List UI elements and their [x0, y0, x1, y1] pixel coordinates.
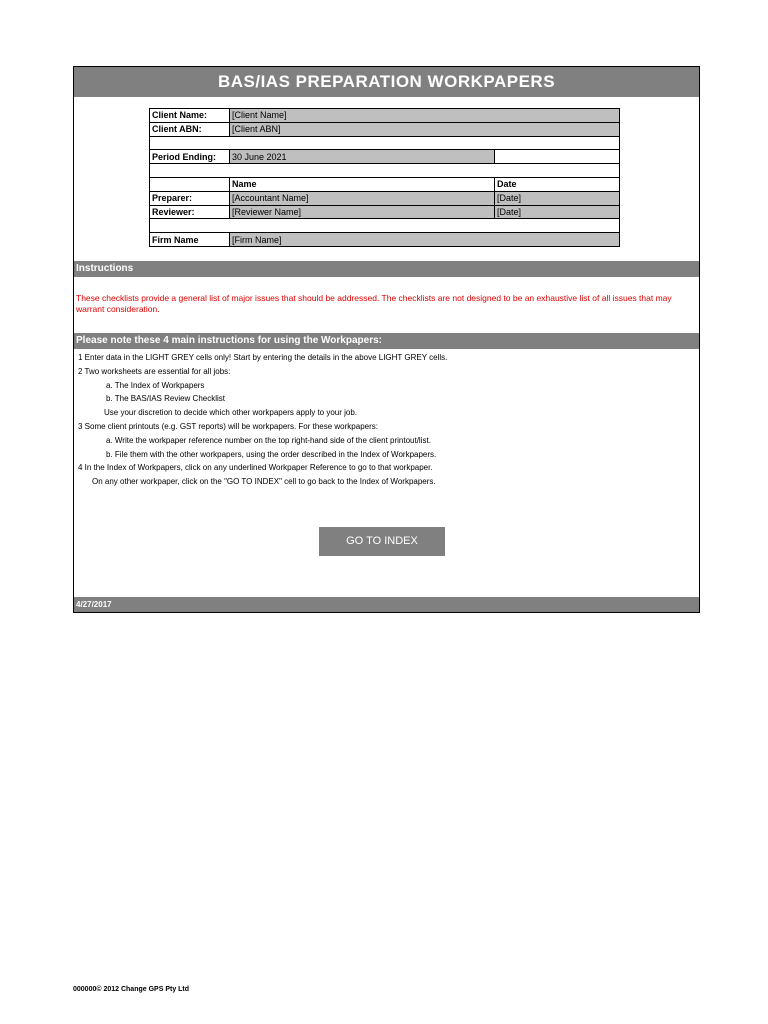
instruction-substep: b. File them with the other workpapers, using the order described in the Index of Workpapers. — [106, 449, 437, 459]
preparer-date-field[interactable]: [Date] — [495, 191, 620, 205]
main-instructions-header: Please note these 4 main instructions for using the Workpapers: — [74, 333, 699, 349]
blank-row — [150, 164, 620, 178]
instruction-step: 1 Enter data in the LIGHT GREY cells only! Start by entering the details in the above LIGHT GREY cells. — [78, 353, 448, 362]
client-name-label: Client Name: — [150, 109, 230, 123]
reviewer-date-field[interactable]: [Date] — [495, 205, 620, 219]
blank-row — [150, 136, 620, 150]
preparer-label: Preparer: — [150, 191, 230, 205]
reviewer-name-field[interactable]: [Reviewer Name] — [230, 205, 495, 219]
client-details-table — [149, 108, 620, 247]
client-abn-field[interactable]: [Client ABN] — [230, 122, 620, 136]
header-empty — [150, 177, 230, 191]
instruction-list — [78, 351, 678, 489]
column-header-name: Name — [230, 177, 495, 191]
period-ending-empty — [495, 150, 620, 164]
preparer-name-field[interactable]: [Accountant Name] — [230, 191, 495, 205]
footer-date: 4/27/2017 — [74, 597, 699, 612]
worksheet — [73, 66, 700, 613]
client-name-field[interactable]: [Client Name] — [230, 109, 620, 123]
instruction-substep: a. The Index of Workpapers — [106, 380, 205, 390]
period-ending-field[interactable]: 30 June 2021 — [230, 150, 495, 164]
blank-row — [150, 219, 620, 233]
go-to-index-button[interactable]: GO TO INDEX — [319, 527, 445, 556]
column-header-date: Date — [495, 177, 620, 191]
firm-name-label: Firm Name — [150, 233, 230, 247]
instruction-note: On any other workpaper, click on the "GO TO INDEX" cell to go back to the Index of Workpapers. — [92, 477, 436, 487]
copyright-notice: 000000© 2012 Change GPS Pty Ltd — [73, 986, 190, 993]
instruction-step: 4 In the Index of Workpapers, click on any underlined Workpaper Reference to go to that workpaper. — [78, 463, 433, 473]
client-abn-label: Client ABN: — [150, 122, 230, 136]
period-ending-label: Period Ending: — [150, 150, 230, 164]
firm-name-field[interactable]: [Firm Name] — [230, 233, 620, 247]
page-title: BAS/IAS PREPARATION WORKPAPERS — [74, 67, 699, 97]
instruction-substep: b. The BAS/IAS Review Checklist — [106, 394, 226, 404]
instructions-header: Instructions — [74, 261, 699, 277]
reviewer-label: Reviewer: — [150, 205, 230, 219]
instruction-step: 3 Some client printouts (e.g. GST reports) will be workpapers. For these workpapers: — [78, 421, 378, 431]
instruction-substep: a. Write the workpaper reference number on the top right-hand side of the client printout/list. — [106, 435, 431, 445]
instruction-note: Use your discretion to decide which other workpapers apply to your job. — [104, 408, 358, 418]
instruction-step: 2 Two worksheets are essential for all jobs: — [78, 366, 231, 376]
warning-text: These checklists provide a general list of major issues that should be addressed. The checklists are not designed to be an exhaustive list of all issues that may warrant consideration. — [76, 293, 672, 314]
